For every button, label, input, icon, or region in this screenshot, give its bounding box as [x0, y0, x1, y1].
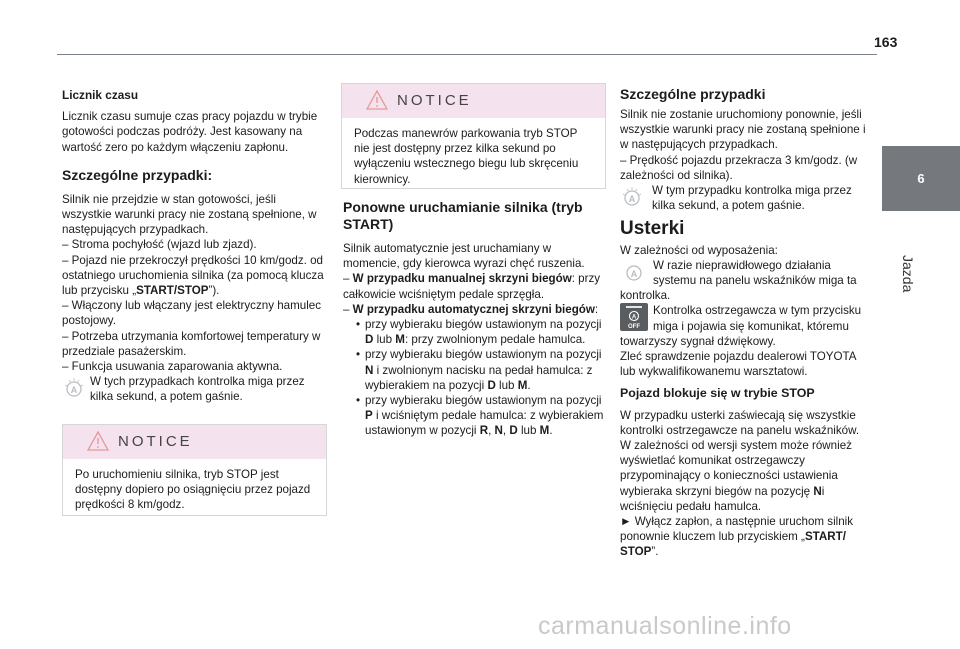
svg-text:A: A	[70, 385, 78, 396]
warning-triangle-icon	[87, 431, 109, 451]
list-item: – Funkcja usuwania zaparowania aktywna.	[62, 360, 283, 374]
header-rule	[57, 54, 877, 55]
warning-triangle-icon	[366, 90, 388, 110]
list-item: – Potrzeba utrzymania komfortowej temperatury w przedziale pasażerskim.	[62, 329, 321, 358]
page-number: 163	[874, 34, 898, 50]
list-item: • przy wybieraku biegów ustawionym na pozycji N i zwolnionym nacisku na pedał hamulca: z wybierakiem na pozycji D lub M.	[356, 348, 602, 392]
column-3	[620, 86, 872, 567]
auto-stop-icon	[622, 260, 646, 282]
svg-text:A: A	[628, 194, 636, 205]
list-item: – Stroma pochyłość (wjazd lub zjazd).	[62, 238, 257, 252]
heading-special-1: Szczególne przypadki:	[62, 166, 213, 183]
icon-note: A W razie nieprawidłowego działania systemu na panelu wskaźników miga ta kontrolka.	[620, 258, 857, 303]
notice-text: Podczas manewrów parkowania tryb STOP nie jest dostępny przez kilka sekund po wyłączeniu wstecznego biegu lub skręceniu kierownicy.	[354, 127, 579, 186]
list-item: – Prędkość pojazdu przekracza 3 km/godz. (w zależności od silnika).	[620, 153, 858, 182]
list-item: – W przypadku manualnej skrzyni biegów: przy całkowicie wciśniętym pedale sprzęgła.	[343, 272, 601, 301]
section-label: Jazda	[900, 255, 916, 293]
paragraph-usterki: W zależności od wyposażenia:	[620, 243, 778, 257]
auto-stop-icon	[620, 185, 644, 207]
list-item: – Włączony lub włączany jest elektryczny hamulec postojowy.	[62, 299, 322, 328]
heading-restart: Ponowne uruchamianie silnika (tryb START)	[343, 199, 583, 232]
icon-wrap	[620, 303, 651, 333]
icon-note: A W tym przypadku kontrolka miga przez kilka sekund, a potem gaśnie.	[620, 183, 872, 213]
list-item: – Pojazd nie przekroczył prędkości 10 km/godz. od ostatniego uruchomienia silnika (za pomocą klucza lub przycisku „START/STOP”).	[62, 253, 324, 298]
icon-wrap	[620, 258, 651, 282]
notice-title: NOTICE	[397, 92, 472, 109]
icon-note: A W tych przypadkach kontrolka miga przez kilka sekund, a potem gaśnie.	[62, 374, 328, 404]
notice-box	[62, 424, 327, 516]
paragraph-zlec: Zleć sprawdzenie pojazdu dealerowi TOYOTA lub wykwalifikowanemu warsztatowi.	[620, 350, 856, 379]
list-item: – W przypadku automatycznej skrzyni biegów:	[343, 302, 599, 316]
heading-usterki: Usterki	[620, 218, 685, 240]
heading-special-2: Szczególne przypadki	[620, 86, 766, 102]
notice-title: NOTICE	[118, 433, 193, 450]
watermark: carmanualsonline.info	[538, 612, 792, 640]
svg-text:A: A	[630, 268, 638, 279]
svg-text:A: A	[631, 314, 637, 321]
column-1	[62, 88, 328, 411]
icon-note: A OFF Kontrolka ostrzegawcza w tym przycisku miga i pojawia się komunikat, któremu towarzyszy sygnał dźwiękowy.	[620, 304, 862, 348]
paragraph-restart: Silnik automatycznie jest uruchamiany w momencie, gdy kierowca wyrazi chęć ruszenia.	[343, 242, 585, 271]
paragraph-licznik: Licznik czasu sumuje czas pracy pojazdu w trybie gotowości podczas podróży. Jest kasowany na wartość zero po każdym włączeniu zapłonu.	[62, 110, 318, 154]
svg-text:OFF: OFF	[628, 324, 640, 331]
auto-stop-off-button-icon	[620, 303, 648, 331]
heading-pojazd: Pojazd blokuje się w trybie STOP	[620, 386, 815, 401]
notice-header	[342, 84, 605, 118]
notice-text: Po uruchomieniu silnika, tryb STOP jest dostępny dopiero po osiągnięciu przez pojazd prędkości 8 km/godz.	[75, 468, 311, 512]
notice-header	[63, 425, 326, 459]
paragraph-arrow: ► Wyłącz zapłon, a następnie uruchom silnik ponownie kluczem lub przyciskiem „START/ STOP”.	[620, 515, 854, 559]
column-2	[343, 199, 605, 439]
paragraph-pojazd: W przypadku usterki zaświecają się wszystkie kontrolki ostrzegawcze na panelu wskaźników. W zależności od wersji system może również wyświetlać komunikat ostrzegawczy przypominający o konieczności ustawienia wybieraka skrzyni biegów na pozycję Ni wciśnięciu pedału hamulca.	[620, 408, 860, 513]
heading-licznik: Licznik czasu	[62, 88, 139, 102]
section-tab: 6	[882, 146, 960, 211]
paragraph-special-1: Silnik nie przejdzie w stan gotowości, jeśli wszystkie warunki pracy nie zostaną spełnione, w następujących przypadkach.	[62, 192, 317, 237]
paragraph-special-2: Silnik nie zostanie uruchomiony ponownie, jeśli wszystkie warunki pracy nie zostaną spełnione i w następujących przypadkach.	[620, 108, 866, 152]
list-item: • przy wybieraku biegów ustawionym na pozycji P i wciśniętym pedale hamulca: z wybierakiem ustawionym w pozycji R, N, D lub M.	[356, 394, 604, 438]
auto-stop-icon	[62, 376, 86, 398]
list-item: • przy wybieraku biegów ustawionym na pozycji D lub M: przy zwolnionym pedale hamulca.	[356, 318, 602, 347]
notice-box	[341, 83, 606, 189]
